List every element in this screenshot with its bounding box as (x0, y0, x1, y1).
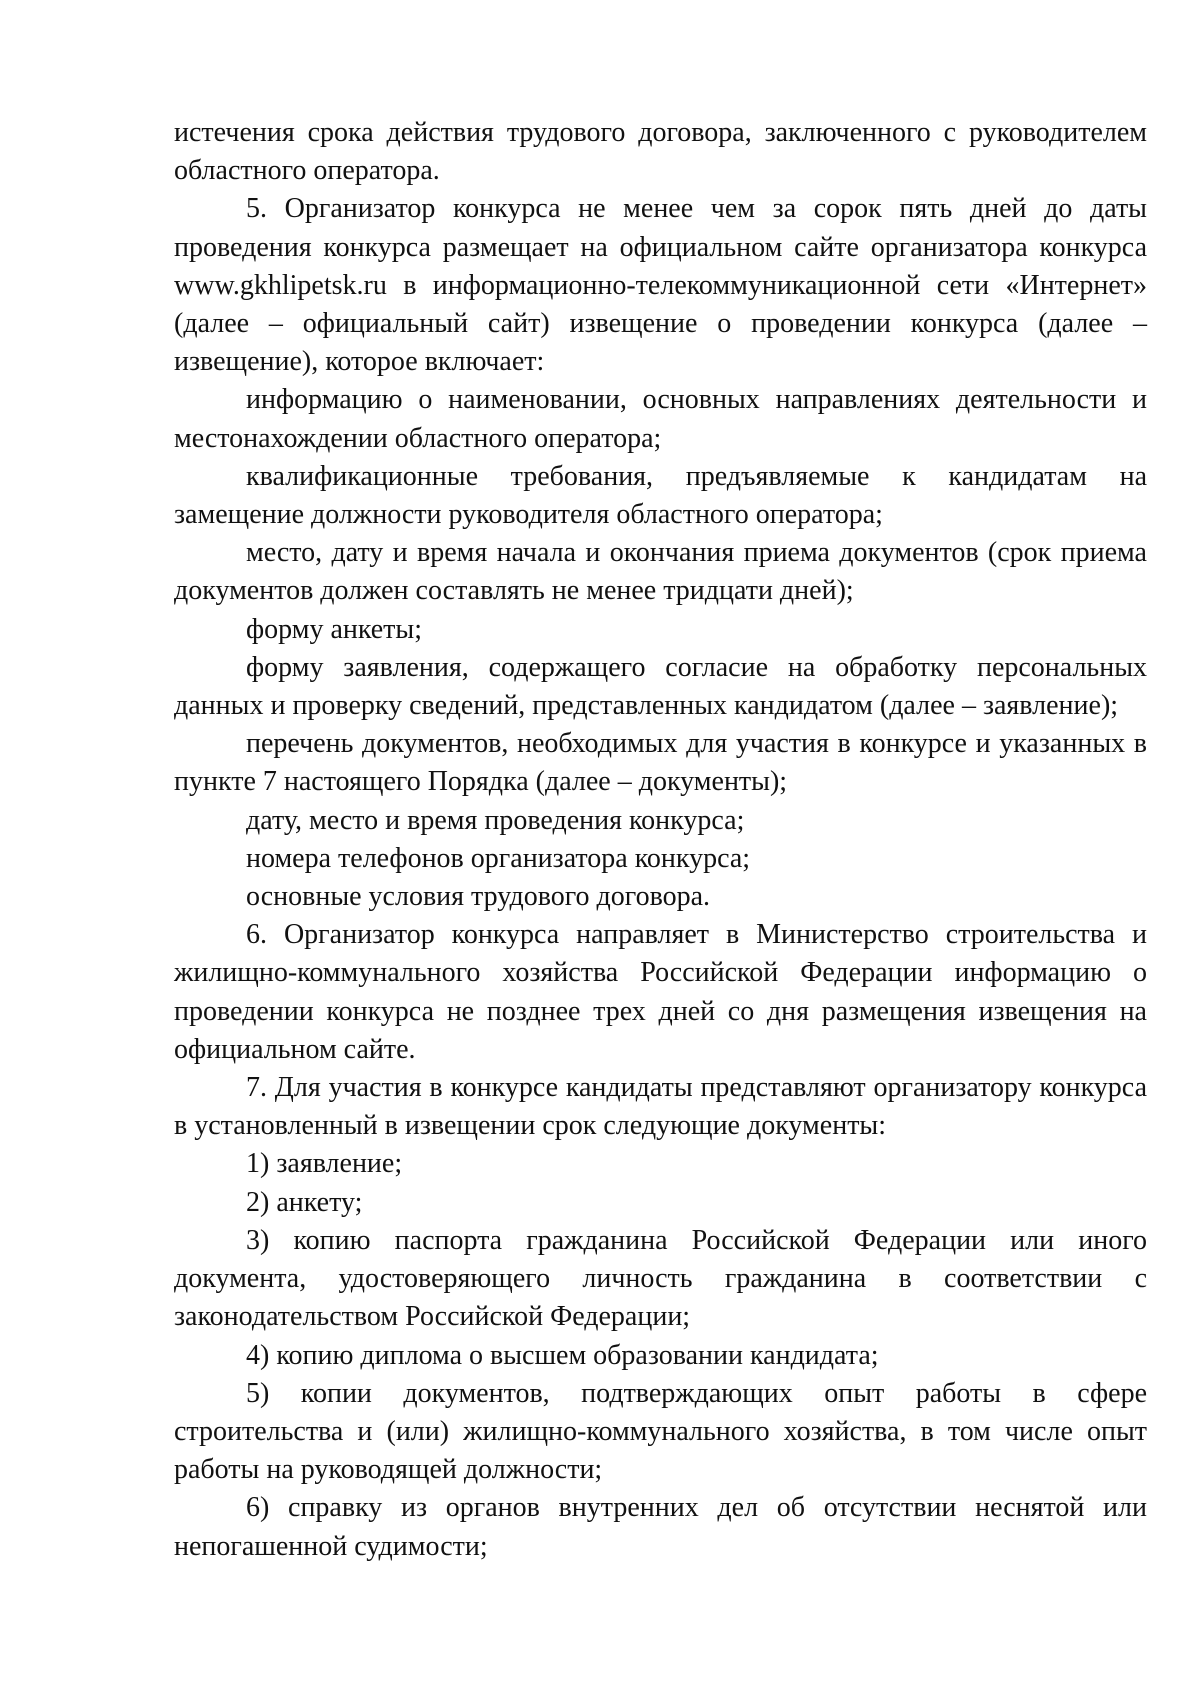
list-item-3: 3) копию паспорта гражданина Российской Федерации или иного документа, удостоверяющего личность гражданина в соответствии с законодательством Российской Федерации; (174, 1224, 1147, 1333)
list-item-5: 5) копии документов, подтверждающих опыт работы в сфере строительства и (или) жилищно-коммунального хозяйства, в том числе опыт работы на руководящей должности; (174, 1377, 1147, 1486)
paragraph-info-operator: информацию о наименовании, основных направлениях деятельности и местонахождении областного оператора; (174, 384, 1147, 454)
document-body (174, 114, 1147, 1566)
paragraph-place-date: место, дату и время начала и окончания приема документов (срок приема документов должен составлять не менее тридцати дней); (174, 537, 1147, 607)
paragraph-application-form: форму заявления, содержащего согласие на обработку персональных данных и проверку сведений, представленных кандидатом (далее – заявление); (174, 651, 1147, 722)
paragraph-questionnaire-form: форму анкеты; (246, 613, 423, 645)
paragraph-item-5: 5. Организатор конкурса не менее чем за сорок пять дней до даты проведения конкурса размещает на официальном сайте организатора конкурса www.gkhlipetsk.ru в информационно-телекоммуникационной сети «Интернет» (далее – официальный сайт) извещение о проведении конкурса (далее – извещение), которое включает: (174, 193, 1147, 378)
paragraph-contract-terms: основные условия трудового договора. (246, 881, 711, 913)
paragraph-item-7: 7. Для участия в конкурсе кандидаты представляют организатору конкурса в установленный в извещении срок следующие документы: (174, 1072, 1147, 1142)
paragraph-phones: номера телефонов организатора конкурса; (246, 842, 751, 874)
list-item-6: 6) справку из органов внутренних дел об отсутствии неснятой или непогашенной судимости; (174, 1492, 1147, 1562)
paragraph-continuation: истечения срока действия трудового договора, заключенного с руководителем областного оператора. (174, 117, 1147, 187)
paragraph-contest-date: дату, место и время проведения конкурса; (246, 804, 745, 836)
paragraph-qualification: квалификационные требования, предъявляемые к кандидатам на замещение должности руководителя областного оператора; (174, 460, 1147, 531)
list-item-4: 4) копию диплома о высшем образовании кандидата; (246, 1339, 879, 1371)
list-item-1: 1) заявление; (246, 1148, 403, 1180)
paragraph-documents-list: перечень документов, необходимых для участия в конкурсе и указанных в пункте 7 настоящего Порядка (далее – документы); (174, 728, 1147, 798)
list-item-2: 2) анкету; (246, 1186, 363, 1218)
paragraph-item-6: 6. Организатор конкурса направляет в Министерство строительства и жилищно-коммунального хозяйства Российской Федерации информацию о проведении конкурса не позднее трех дней со дня размещения извещения на официальном сайте. (174, 919, 1147, 1065)
